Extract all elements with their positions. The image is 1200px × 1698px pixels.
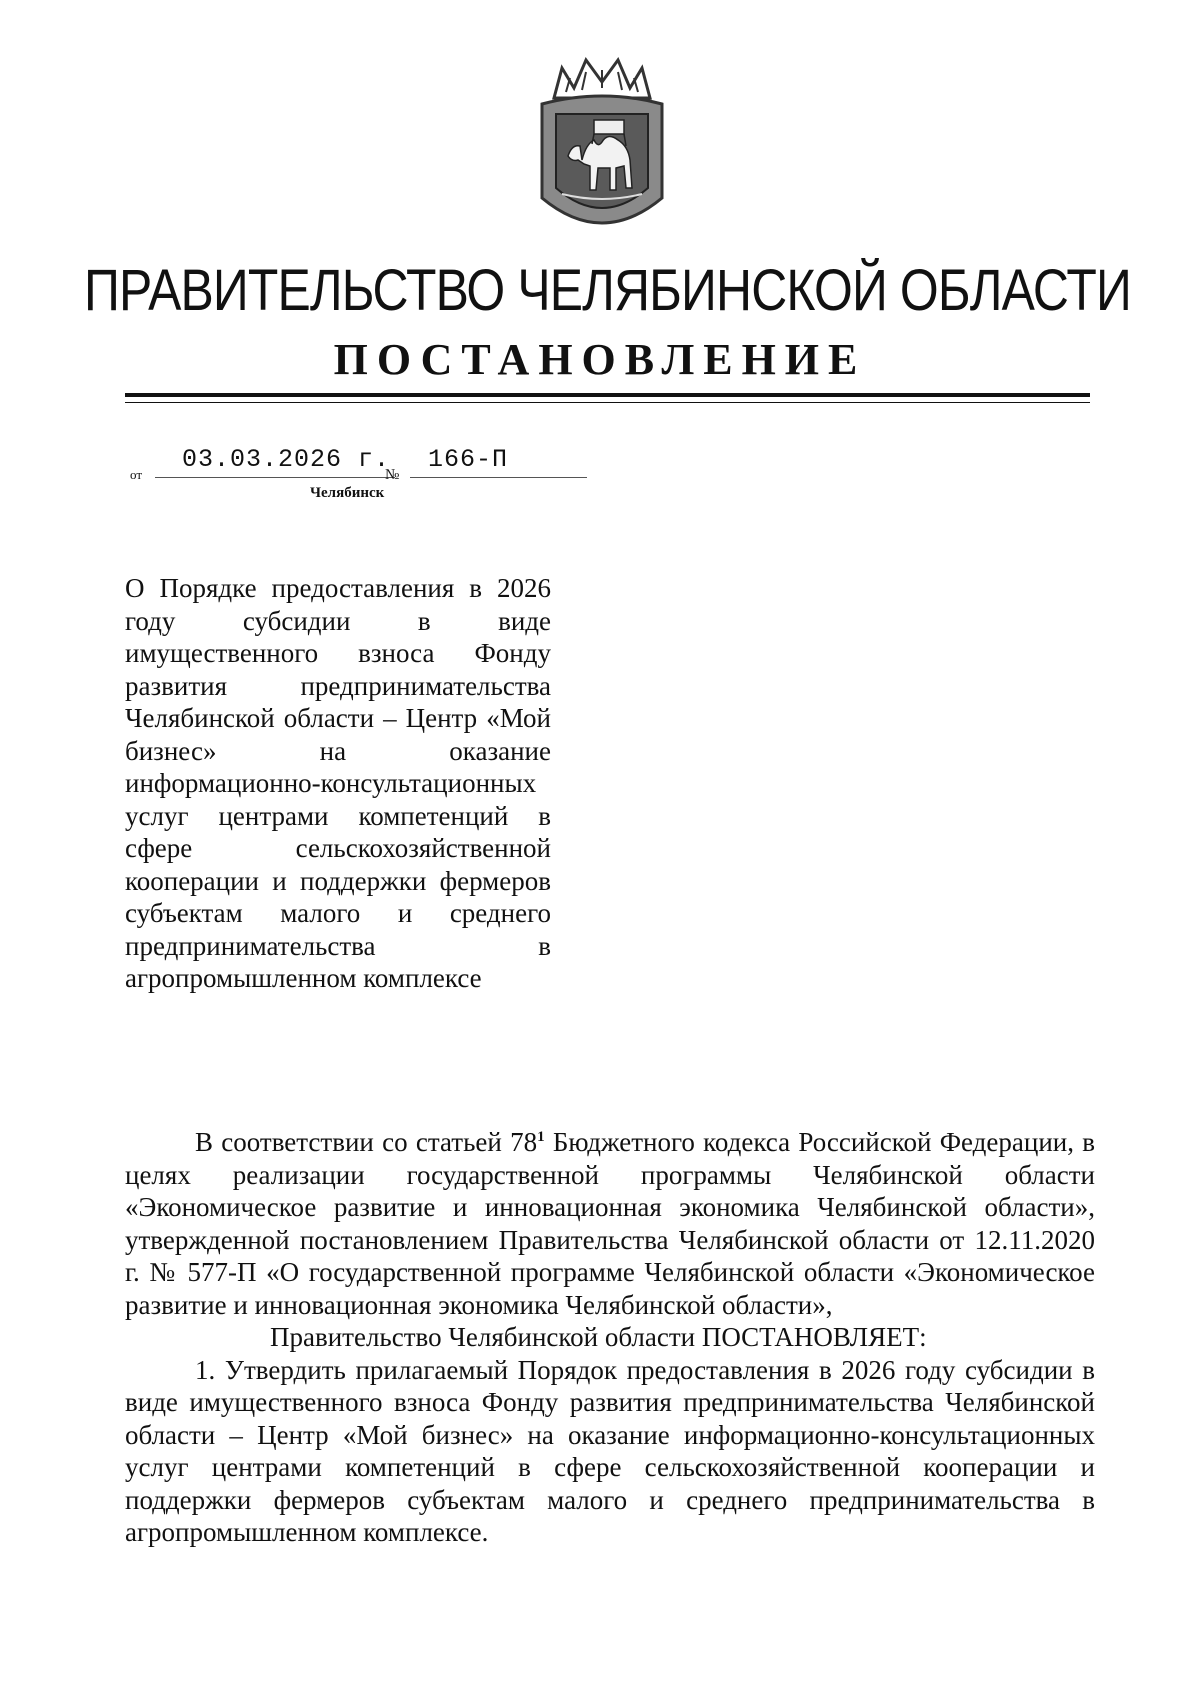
document-type: ПОСТАНОВЛЕНИЕ [333,335,867,384]
document-details [130,445,590,505]
preamble-text-start: В соответствии со статьей 78 [195,1127,538,1157]
preamble-text-end: Бюджетного кодекса Российской Федерации, в целях реализации государственной программы Челябинской области «Экономическое развитие и инновационная экономика Челябинской области», утвержденной постановлением Правительства Челябинской области от 12.11.2020 г. № 577-П «О государственной программе Челябинской области «Экономическое развитие и инновационная экономика Челябинской области», [125,1127,1096,1320]
header-divider-thin [125,402,1090,403]
chelyabinsk-coat-of-arms-icon [532,48,672,238]
date-underline [155,477,395,478]
number-underline [410,477,587,478]
header-divider-thick [125,393,1090,397]
government-title: ПРАВИТЕЛЬСТВО ЧЕЛЯБИНСКОЙ ОБЛАСТИ [84,258,1132,323]
document-number: 166-П [428,445,509,474]
number-prefix: № [385,467,400,483]
document-body [125,1126,1095,1549]
article-superscript: 1 [537,1129,545,1145]
document-city: Челябинск [310,485,385,501]
item-1-paragraph: 1. Утвердить прилагаемый Порядок предоставления в 2026 году субсидии в виде имущественного взноса Фонду развития предпринимательства Челябинской области – Центр «Мой бизнес» на оказание информационно-консультационных услуг центрами компетенций в сфере сельскохозяйственной кооперации и поддержки фермеров субъектам малого и среднего предпринимательства в агропромышленном комплексе. [125,1354,1095,1547]
preamble-paragraph [125,1126,1095,1321]
date-prefix: от [130,467,143,482]
document-date: 03.03.2026 г. [182,445,391,474]
document-subject: О Порядке предоставления в 2026 году субсидии в виде имущественного взноса Фонду развития предпринимательства Челябинской области – Центр «Мой бизнес» на оказание информационно-консультационных услуг центрами компетенций в сфере сельскохозяйственной кооперации и поддержки фермеров субъектам малого и среднего предпринимательства в агропромышленном комплексе [125,573,551,993]
resolve-paragraph: Правительство Челябинской области ПОСТАНОВЛЯЕТ: [270,1322,927,1352]
